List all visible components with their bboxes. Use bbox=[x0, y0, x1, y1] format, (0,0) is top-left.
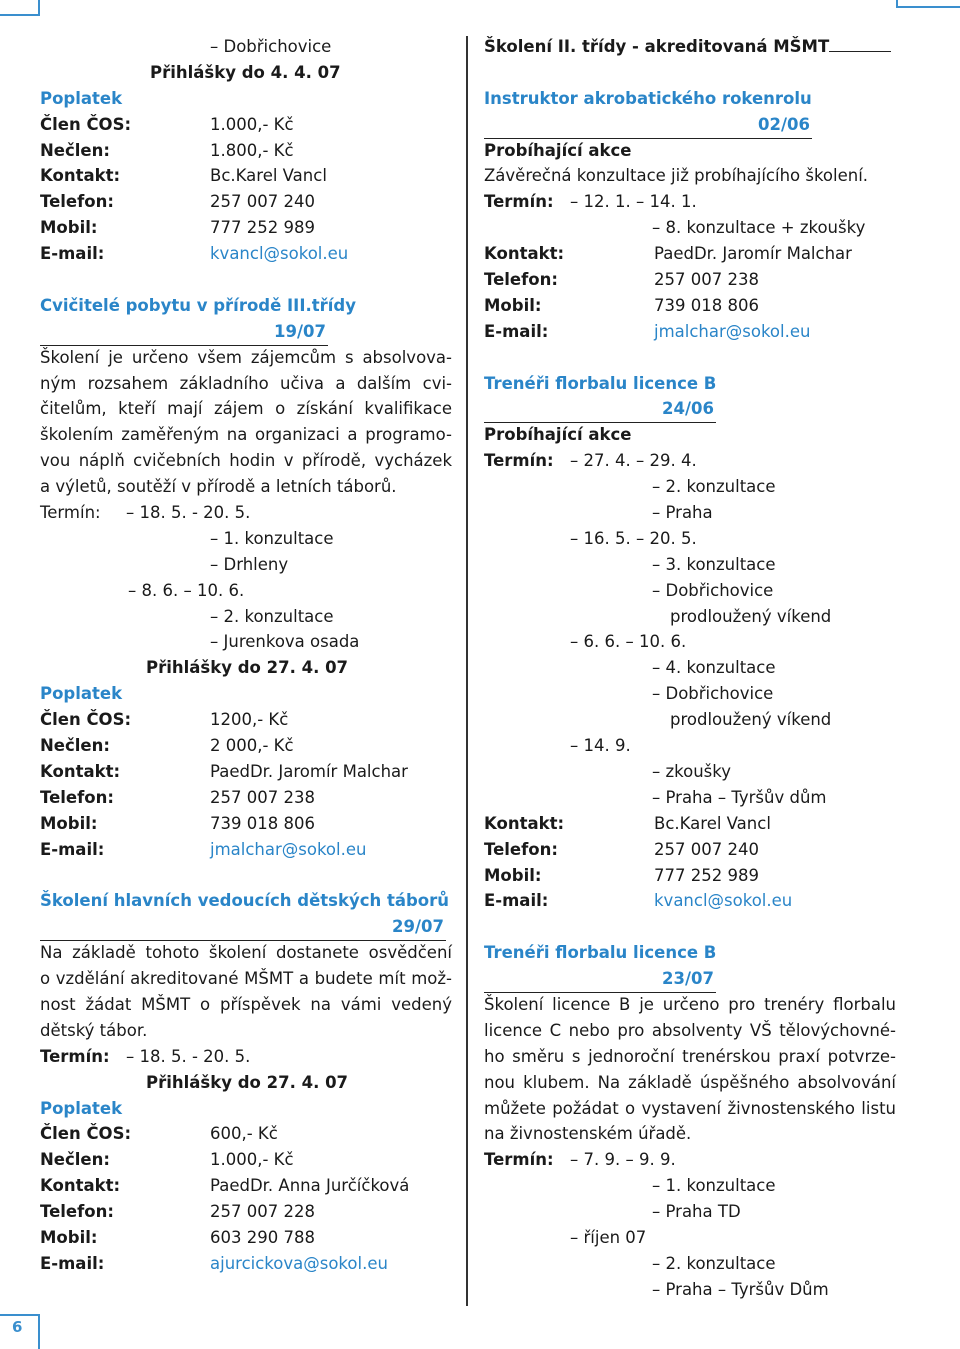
s4-term3-c: prodloužený víkend bbox=[670, 710, 832, 730]
info-value: 257 007 238 bbox=[210, 787, 315, 807]
s1-info-table bbox=[40, 707, 452, 862]
paragraph-line: o vzdělání akreditované MŠMT a budete mít mož- bbox=[40, 969, 452, 989]
paragraph-line: čitelům, kteří mají zájem o získání kvalifikace bbox=[40, 399, 452, 419]
info-label: Mobil: bbox=[40, 1227, 98, 1247]
info-row bbox=[40, 785, 452, 811]
s3-note: Závěrečná konzultace již probíhajícího školení. bbox=[484, 166, 869, 186]
s5-term2-a: – 2. konzultace bbox=[652, 1253, 776, 1273]
s4-term2-c: prodloužený víkend bbox=[670, 606, 832, 626]
info-row bbox=[40, 1199, 452, 1225]
paragraph-line: a výletů, soutěží v přírodě a letních táborů. bbox=[40, 477, 397, 497]
info-row bbox=[484, 267, 896, 293]
s3-ongoing: Probíhající akce bbox=[484, 140, 632, 160]
info-label: Člen ČOS: bbox=[40, 1124, 132, 1144]
section-title-rokenrol: Instruktor akrobatického rokenrolu bbox=[484, 88, 812, 108]
info-row bbox=[484, 837, 896, 863]
s4-term4: – 14. 9. bbox=[570, 736, 631, 756]
paragraph-line: licence C nebo pro absolventy VŠ tělovýchovné- bbox=[484, 1020, 896, 1040]
s4-term4-b: – Praha – Tyršův dům bbox=[652, 787, 827, 807]
intro-fee-heading: Poplatek bbox=[40, 88, 123, 108]
section-title-cvicitele: Cvičitelé pobytu v přírodě III.třídy bbox=[40, 295, 356, 315]
s1-term-label: Termín: bbox=[40, 503, 101, 523]
info-row bbox=[40, 707, 452, 733]
email-link[interactable]: jmalchar@sokol.eu bbox=[210, 839, 367, 859]
info-value: 257 007 228 bbox=[210, 1202, 315, 1222]
info-label: Kontakt: bbox=[40, 166, 121, 186]
info-row bbox=[40, 1251, 452, 1277]
info-label: Kontakt: bbox=[40, 761, 121, 781]
email-link[interactable]: jmalchar@sokol.eu bbox=[654, 321, 811, 341]
right-heading: Školení II. třídy - akreditovaná MŠMT bbox=[484, 37, 830, 56]
info-row bbox=[40, 138, 452, 164]
s2-term-label: Termín: bbox=[40, 1046, 110, 1066]
s4-term3: – 6. 6. – 10. 6. bbox=[570, 632, 687, 652]
intro-info-table bbox=[40, 112, 452, 267]
paragraph-line: ho směru s jednoroční trenérskou praxí potvrze- bbox=[484, 1046, 896, 1066]
info-row bbox=[40, 112, 452, 138]
info-value: 777 252 989 bbox=[654, 865, 759, 885]
s5-term-label: Termín: bbox=[484, 1150, 554, 1170]
left-column bbox=[40, 34, 452, 1277]
course-code-23-07: 23/07 bbox=[484, 966, 716, 993]
info-value: PaedDr. Anna Jurčíčková bbox=[210, 1176, 410, 1196]
info-value: PaedDr. Jaromír Malchar bbox=[654, 244, 852, 264]
info-label: E-mail: bbox=[40, 839, 105, 859]
course-code-29-07: 29/07 bbox=[40, 914, 446, 941]
s4-term1-a: – 2. konzultace bbox=[652, 477, 776, 497]
info-row bbox=[40, 1121, 452, 1147]
corner-mark-top-right bbox=[896, 0, 960, 8]
info-value: 777 252 989 bbox=[210, 218, 315, 238]
s5-term2-b: – Praha – Tyršův Dům bbox=[652, 1279, 829, 1299]
s4-term4-a: – zkoušky bbox=[652, 761, 732, 781]
info-row bbox=[484, 888, 896, 914]
info-label: E-mail: bbox=[484, 321, 549, 341]
info-label: Kontakt: bbox=[40, 1176, 121, 1196]
s1-term2-a: – 2. konzultace bbox=[210, 606, 334, 626]
paragraph-line: Na základě tohoto školení dostanete osvědčení bbox=[40, 943, 452, 963]
section-title-vedouci: Školení hlavních vedoucích dětských táborů bbox=[40, 891, 450, 911]
s4-ongoing: Probíhající akce bbox=[484, 425, 632, 445]
s5-term1: – 7. 9. – 9. 9. bbox=[570, 1150, 676, 1170]
info-row bbox=[484, 863, 896, 889]
info-label: Nečlen: bbox=[40, 140, 110, 160]
info-label: Mobil: bbox=[484, 865, 542, 885]
info-row bbox=[40, 189, 452, 215]
s4-term3-a: – 4. konzultace bbox=[652, 658, 776, 678]
s3-term1-a: – 8. konzultace + zkoušky bbox=[652, 218, 866, 238]
s4-term3-b: – Dobřichovice bbox=[652, 684, 774, 704]
s4-term2: – 16. 5. – 20. 5. bbox=[570, 528, 697, 548]
email-link[interactable]: kvancl@sokol.eu bbox=[654, 891, 793, 911]
info-row bbox=[484, 811, 896, 837]
paragraph-line: na živnostenském úřadě. bbox=[484, 1124, 692, 1144]
info-row bbox=[484, 319, 896, 345]
info-row bbox=[40, 1225, 452, 1251]
info-label: Telefon: bbox=[40, 787, 114, 807]
info-row bbox=[40, 811, 452, 837]
email-link[interactable]: kvancl@sokol.eu bbox=[210, 244, 349, 264]
s3-term1: – 12. 1. – 14. 1. bbox=[570, 192, 697, 212]
info-label: Nečlen: bbox=[40, 1150, 110, 1170]
info-label: Mobil: bbox=[40, 813, 98, 833]
s4-term2-a: – 3. konzultace bbox=[652, 554, 776, 574]
paragraph-line: nou klubem. Na základě úspěšného absolvování bbox=[484, 1072, 896, 1092]
heading-underline bbox=[829, 51, 891, 52]
info-value: 257 007 238 bbox=[654, 270, 759, 290]
s2-deadline: Přihlášky do 27. 4. 07 bbox=[146, 1072, 349, 1092]
intro-place: – Dobřichovice bbox=[210, 37, 332, 56]
info-row bbox=[40, 733, 452, 759]
s4-term1: – 27. 4. – 29. 4. bbox=[570, 451, 697, 471]
course-code-19-07: 19/07 bbox=[40, 319, 328, 346]
paragraph-line: vou náplň cvičebních hodin v přírodě, vycházek bbox=[40, 451, 452, 471]
intro-deadline: Přihlášky do 4. 4. 07 bbox=[150, 62, 341, 82]
paragraph-line: dětský tábor. bbox=[40, 1020, 148, 1040]
info-value: 600,- Kč bbox=[210, 1124, 278, 1144]
s2-fee-heading: Poplatek bbox=[40, 1098, 123, 1118]
s1-term1: – 18. 5. - 20. 5. bbox=[126, 503, 251, 523]
info-value: 603 290 788 bbox=[210, 1227, 315, 1247]
page-number: 6 bbox=[12, 1318, 23, 1336]
s2-info-table bbox=[40, 1121, 452, 1276]
paragraph-line: školením zaměřeným na organizaci a programo- bbox=[40, 425, 452, 445]
section-title-florbal-2307: Trenéři florbalu licence B bbox=[484, 943, 717, 963]
paragraph-line: můžete požádat o vystavení živnostenského listu bbox=[484, 1098, 896, 1118]
s4-info-table bbox=[484, 811, 896, 915]
s1-term1-b: – Drhleny bbox=[210, 554, 289, 574]
s1-deadline: Přihlášky do 27. 4. 07 bbox=[146, 658, 349, 678]
s5-term1-a: – 1. konzultace bbox=[652, 1176, 776, 1196]
info-row bbox=[40, 163, 452, 189]
info-value: 1200,- Kč bbox=[210, 710, 289, 730]
info-row bbox=[40, 759, 452, 785]
info-row bbox=[40, 1147, 452, 1173]
s1-term1-a: – 1. konzultace bbox=[210, 528, 334, 548]
info-label: Kontakt: bbox=[484, 244, 565, 264]
s2-term1: – 18. 5. - 20. 5. bbox=[126, 1046, 251, 1066]
info-label: E-mail: bbox=[40, 1253, 105, 1273]
corner-mark-top-left bbox=[0, 0, 40, 16]
column-divider bbox=[466, 36, 468, 1306]
section-title-florbal-2406: Trenéři florbalu licence B bbox=[484, 373, 717, 393]
info-label: Mobil: bbox=[484, 295, 542, 315]
s3-info-table bbox=[484, 241, 896, 345]
course-code-24-06: 24/06 bbox=[484, 396, 716, 423]
right-column bbox=[484, 34, 896, 1303]
paragraph-line: ným rozsahem základního učiva a dalším cvi- bbox=[40, 373, 452, 393]
s1-term2-b: – Jurenkova osada bbox=[210, 632, 360, 652]
info-label: Telefon: bbox=[40, 1202, 114, 1222]
info-label: E-mail: bbox=[40, 244, 105, 264]
info-value: 739 018 806 bbox=[210, 813, 315, 833]
info-label: Telefon: bbox=[484, 839, 558, 859]
info-value: 739 018 806 bbox=[654, 295, 759, 315]
info-label: Mobil: bbox=[40, 218, 98, 238]
info-value: 1.800,- Kč bbox=[210, 140, 294, 160]
info-value: Bc.Karel Vancl bbox=[654, 813, 771, 833]
info-row bbox=[484, 293, 896, 319]
s5-term2: – říjen 07 bbox=[570, 1227, 647, 1247]
paragraph-line: nost žádat MŠMT o příspěvek na vámi vedený bbox=[40, 994, 452, 1014]
info-row bbox=[40, 215, 452, 241]
info-label: Nečlen: bbox=[40, 736, 110, 756]
s2-description bbox=[40, 940, 452, 1044]
s5-description bbox=[484, 992, 896, 1147]
course-code-02-06: 02/06 bbox=[484, 112, 812, 139]
s4-term2-b: – Dobřichovice bbox=[652, 580, 774, 600]
info-value: 2 000,- Kč bbox=[210, 736, 294, 756]
s4-term1-b: – Praha bbox=[652, 503, 713, 523]
s3-term-label: Termín: bbox=[484, 192, 554, 212]
paragraph-line: Školení licence B je určeno pro trenéry florbalu bbox=[484, 994, 896, 1014]
info-value: Bc.Karel Vancl bbox=[210, 166, 327, 186]
info-label: E-mail: bbox=[484, 891, 549, 911]
s1-fee-heading: Poplatek bbox=[40, 684, 123, 704]
info-value: 1.000,- Kč bbox=[210, 114, 294, 134]
info-label: Telefon: bbox=[484, 270, 558, 290]
info-label: Člen ČOS: bbox=[40, 114, 132, 134]
info-row bbox=[40, 241, 452, 267]
info-label: Kontakt: bbox=[484, 813, 565, 833]
info-row bbox=[40, 1173, 452, 1199]
info-value: 257 007 240 bbox=[210, 192, 315, 212]
s1-description bbox=[40, 345, 452, 500]
info-label: Telefon: bbox=[40, 192, 114, 212]
info-value: 257 007 240 bbox=[654, 839, 759, 859]
info-row bbox=[484, 241, 896, 267]
info-row bbox=[40, 837, 452, 863]
s4-term-label: Termín: bbox=[484, 451, 554, 471]
s5-term1-b: – Praha TD bbox=[652, 1202, 741, 1222]
info-value: 1.000,- Kč bbox=[210, 1150, 294, 1170]
paragraph-line: Školení je určeno všem zájemcům s absolvova- bbox=[40, 347, 452, 367]
email-link[interactable]: ajurcickova@sokol.eu bbox=[210, 1253, 388, 1273]
info-label: Člen ČOS: bbox=[40, 710, 132, 730]
s1-term2: – 8. 6. – 10. 6. bbox=[128, 580, 245, 600]
info-value: PaedDr. Jaromír Malchar bbox=[210, 761, 408, 781]
